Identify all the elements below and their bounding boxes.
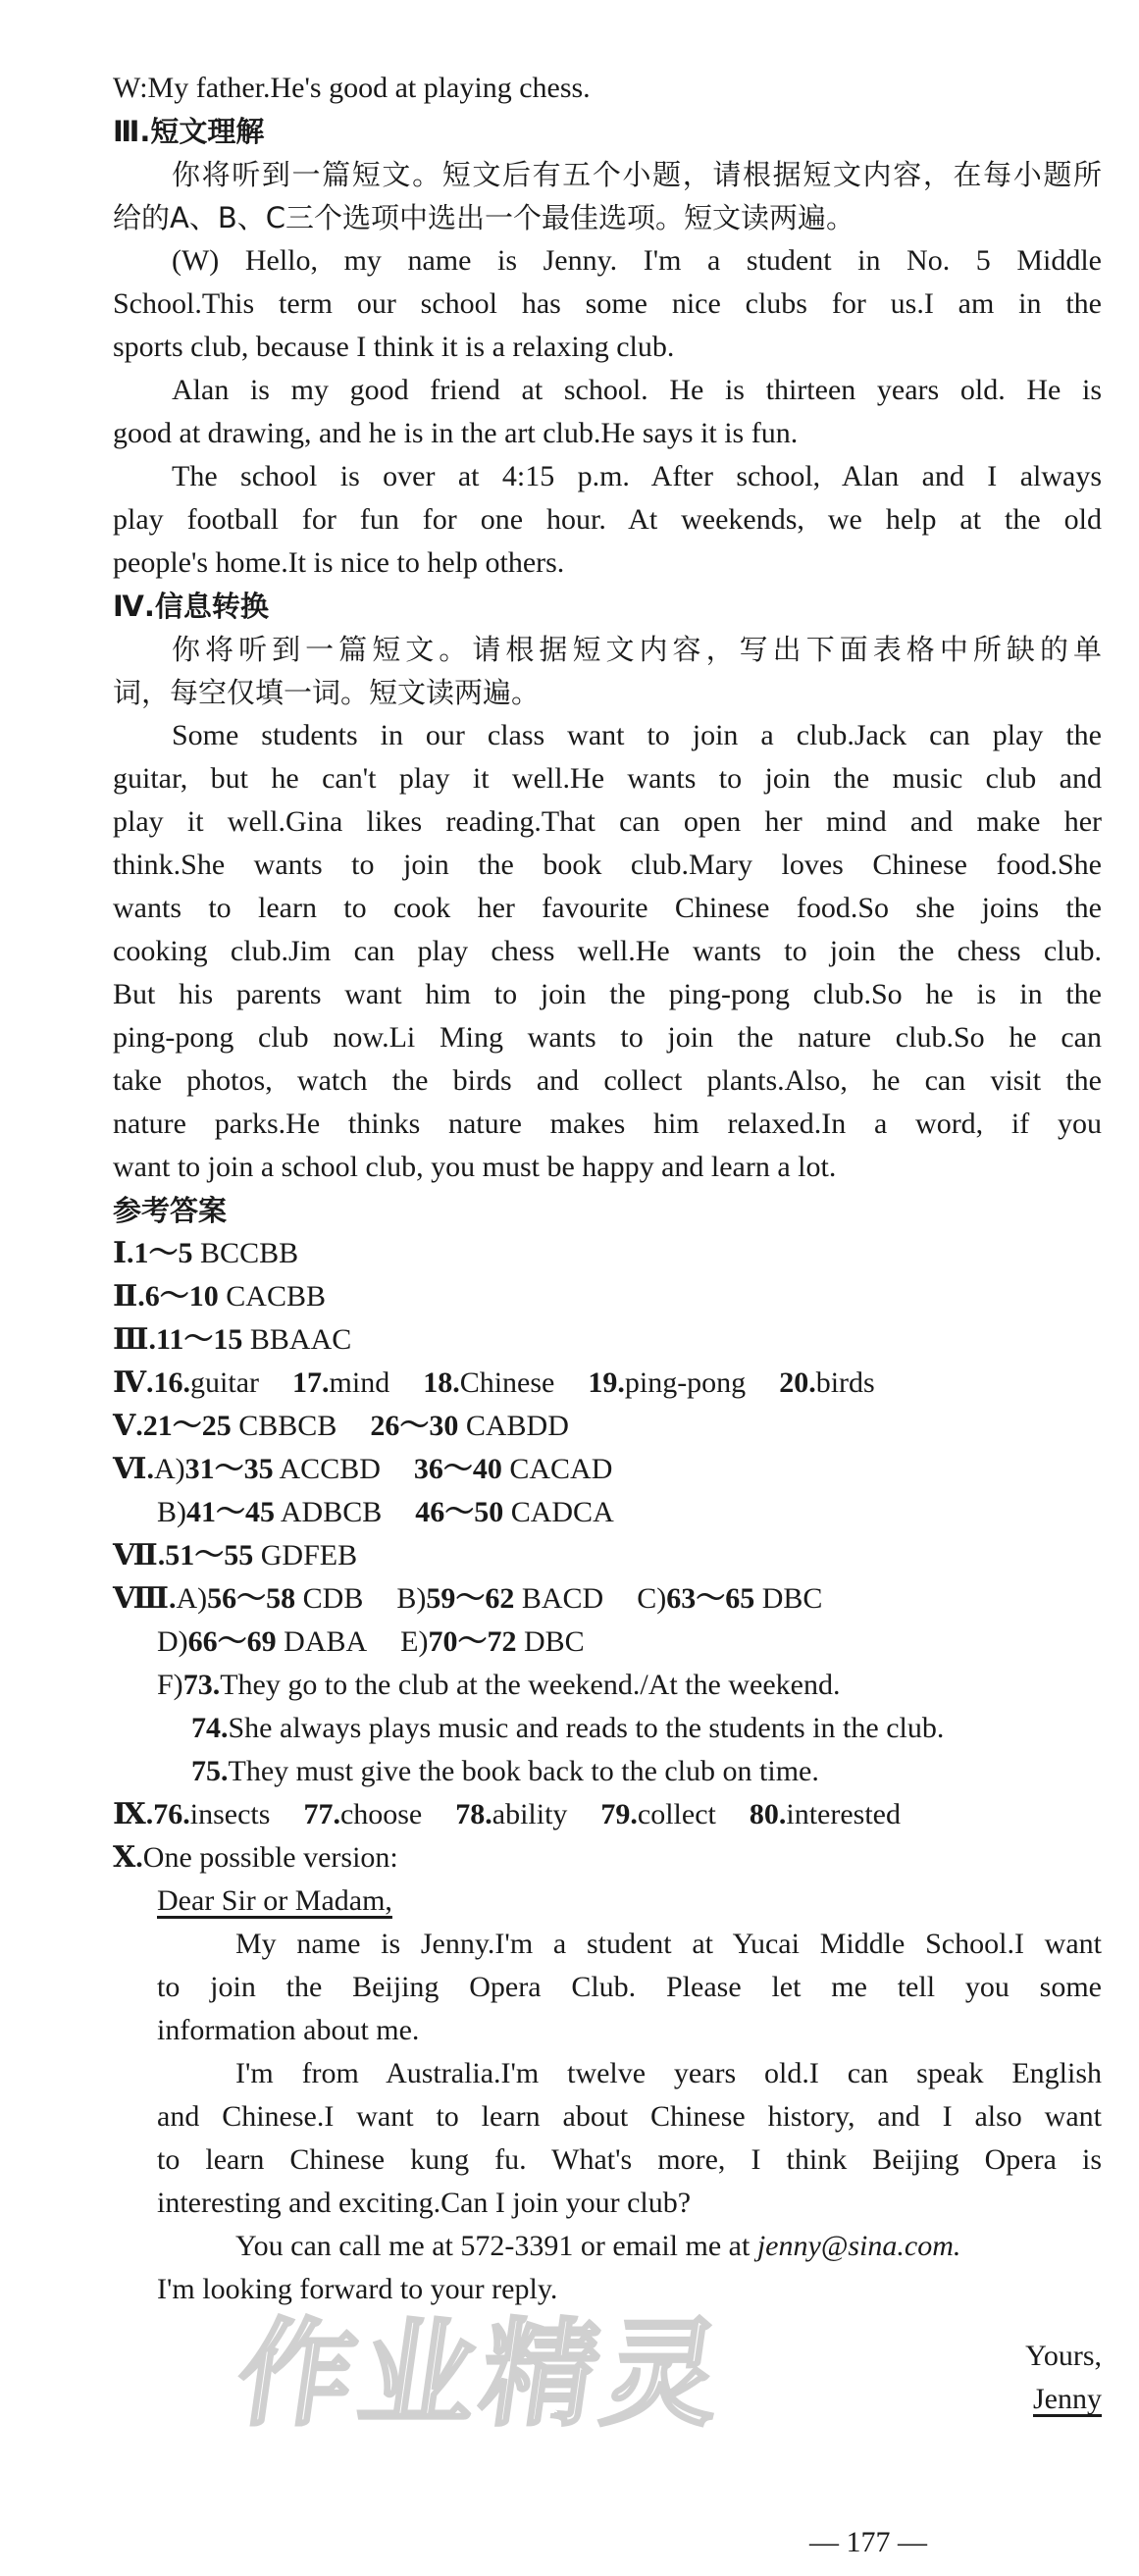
passage-line: play it well.Gina likes reading.That can open her mind and make her — [113, 805, 1102, 838]
answer-range: 31～35 — [184, 1453, 274, 1485]
answer-part: E) — [400, 1625, 429, 1658]
answer-label: Ⅴ. — [113, 1410, 143, 1442]
answer-number: 17. — [292, 1366, 330, 1399]
passage-line: take photos, watch the birds and collect plants.Also, he can visit the — [113, 1064, 1102, 1097]
letter-line: and Chinese.I want to learn about Chinese history, and I also want — [157, 2100, 1102, 2133]
section-4-title: Ⅳ.信息转换 — [113, 590, 269, 623]
answer-range: 63～65 — [666, 1582, 755, 1615]
letter-salutation — [157, 1880, 1102, 1923]
answer-number: 16. — [153, 1366, 191, 1399]
answer-value: GDFEB — [260, 1539, 358, 1571]
answer-range: 59～62 — [426, 1582, 515, 1615]
answer-row-9 — [113, 1793, 1102, 1836]
section-3-instruction: 给的A、B、C三个选项中选出一个最佳选项。短文读两遍。 — [113, 201, 854, 234]
page-number: — 177 — — [809, 2526, 927, 2558]
answer-value: guitar — [190, 1366, 260, 1399]
answer-part: B) — [396, 1582, 427, 1615]
answer-row-1 — [113, 1232, 1102, 1275]
passage-line: nature parks.He thinks nature makes him relaxed.In a word, if you — [113, 1108, 1102, 1140]
passage-line: good at drawing, and he is in the art club.He says it is fun. — [113, 417, 799, 449]
answer-part: D) — [157, 1625, 188, 1658]
answer-label: Ⅲ. — [113, 1323, 157, 1356]
answer-row-74 — [191, 1707, 1102, 1750]
answer-range: 66～69 — [187, 1625, 277, 1658]
letter-line: I'm looking forward to your reply. — [157, 2273, 558, 2305]
passage-line: School.This term our school has some nice clubs for us.I am in the — [113, 287, 1102, 320]
section-3-instruction: 你将听到一篇短文。短文后有五个小题，请根据短文内容，在每小题所 — [172, 158, 1102, 191]
answer-value: BBAAC — [249, 1323, 352, 1356]
answer-value: CADCA — [510, 1496, 614, 1528]
answer-value: CABDD — [465, 1410, 569, 1442]
answer-range: 21～25 — [142, 1410, 232, 1442]
passage-line: guitar, but he can't play it well.He wants to join the music club and — [113, 762, 1102, 795]
letter-line: to join the Beijing Opera Club. Please let me tell you some — [157, 1971, 1102, 2003]
answer-value: CDB — [302, 1582, 364, 1615]
answer-row-8b — [157, 1621, 1102, 1664]
answer-value: interested — [786, 1798, 901, 1830]
answer-part: A) — [154, 1453, 185, 1485]
answer-row-6a — [113, 1448, 1102, 1491]
answer-row-75 — [191, 1750, 1102, 1793]
answer-value: Chinese — [459, 1366, 555, 1399]
answer-range: 26～30 — [370, 1410, 459, 1442]
letter-signature — [883, 2378, 1102, 2421]
answer-value: mind — [329, 1366, 390, 1399]
answer-value: She always plays music and reads to the students in the club. — [228, 1712, 945, 1744]
answer-row-4 — [113, 1362, 1102, 1405]
answer-label: Ⅱ. — [113, 1280, 145, 1313]
answer-range: 1～5 — [133, 1237, 193, 1269]
answer-row-10 — [113, 1836, 1102, 1880]
answer-value: DBC — [761, 1582, 823, 1615]
dialogue-line: W:My father.He's good at playing chess. — [113, 72, 591, 104]
answer-value: CACBB — [226, 1280, 327, 1313]
answer-row-7 — [113, 1534, 1102, 1577]
answer-range: 41～45 — [186, 1496, 275, 1528]
answer-number: 77. — [303, 1798, 340, 1830]
letter-contact-text: You can call me at 572-3391 or email me at — [235, 2230, 751, 2262]
answer-part: C) — [637, 1582, 667, 1615]
answer-value: CACAD — [509, 1453, 613, 1485]
answer-value: ping-pong — [624, 1366, 747, 1399]
answer-value: CBBCB — [238, 1410, 337, 1442]
writing-intro: One possible version: — [142, 1841, 398, 1874]
passage-line: ping-pong club now.Li Ming wants to join the nature club.So he can — [113, 1021, 1102, 1054]
answer-number: 19. — [588, 1366, 625, 1399]
answer-value: They go to the club at the weekend./At the weekend. — [220, 1669, 841, 1701]
letter-line: interesting and exciting.Can I join your club? — [157, 2187, 692, 2219]
answer-value: They must give the book back to the club on time. — [228, 1755, 819, 1787]
watermark-logo: 作业精灵 — [229, 2306, 736, 2442]
answer-label: Ⅹ. — [113, 1841, 143, 1874]
answer-label: Ⅸ. — [113, 1798, 154, 1830]
answer-number: 20. — [779, 1366, 816, 1399]
answer-value: DABA — [284, 1625, 368, 1658]
answer-row-8a — [113, 1577, 1102, 1621]
answer-value: choose — [339, 1798, 423, 1830]
answer-label: Ⅵ. — [113, 1453, 154, 1485]
answer-row-6b — [157, 1491, 1102, 1534]
letter-line: My name is Jenny.I'm a student at Yucai Middle School.I want — [235, 1928, 1102, 1960]
answer-number: 75. — [191, 1755, 229, 1787]
answer-value: BACD — [521, 1582, 604, 1615]
passage-line: (W) Hello, my name is Jenny. I'm a student in No. 5 Middle — [172, 244, 1102, 277]
answer-value: ability — [492, 1798, 568, 1830]
answer-part: F) — [157, 1669, 183, 1701]
answer-range: 11～15 — [156, 1323, 243, 1356]
signature-text: Jenny — [1033, 2383, 1102, 2415]
answer-range: 56～58 — [207, 1582, 296, 1615]
answer-part: B) — [157, 1496, 186, 1528]
answer-range: 70～72 — [428, 1625, 517, 1658]
section-4-instruction: 你将听到一篇短文。请根据短文内容，写出下面表格中所缺的单 — [172, 633, 1102, 666]
answer-number: 74. — [191, 1712, 229, 1744]
salutation-text: Dear Sir or Madam, — [157, 1884, 392, 1917]
letter-line: information about me. — [157, 2014, 420, 2046]
passage-line: The school is over at 4:15 p.m. After school, Alan and I always — [172, 460, 1102, 492]
answer-number: 76. — [153, 1798, 190, 1830]
answer-number: 73. — [182, 1669, 221, 1701]
passage-line: want to join a school club, you must be happy and learn a lot. — [113, 1151, 837, 1183]
section-4-instruction: 词，每空仅填一词。短文读两遍。 — [113, 676, 541, 709]
answer-value: birds — [815, 1366, 875, 1399]
answer-range: 51～55 — [165, 1539, 254, 1571]
passage-line: Some students in our class want to join a club.Jack can play the — [172, 719, 1102, 751]
passage-line: sports club, because I think it is a relaxing club. — [113, 331, 675, 363]
answer-label: Ⅰ. — [113, 1237, 134, 1269]
passage-line: people's home.It is nice to help others. — [113, 546, 565, 579]
answer-range: 6～10 — [144, 1280, 219, 1313]
answer-label: Ⅷ. — [113, 1582, 177, 1615]
passage-line: play football for fun for one hour. At weekends, we help at the old — [113, 503, 1102, 536]
answer-part: A) — [176, 1582, 208, 1615]
answer-value: collect — [637, 1798, 716, 1830]
answer-range: 36～40 — [413, 1453, 502, 1485]
answer-number: 80. — [749, 1798, 787, 1830]
passage-line: But his parents want him to join the ping-pong club.So he is in the — [113, 978, 1102, 1010]
passage-line: cooking club.Jim can play chess well.He wants to join the chess club. — [113, 935, 1102, 967]
answer-value: ADBCB — [280, 1496, 383, 1528]
answer-number: 79. — [600, 1798, 638, 1830]
answer-label: Ⅶ. — [113, 1539, 166, 1571]
answer-value: insects — [189, 1798, 271, 1830]
letter-line: I'm from Australia.I'm twelve years old.I can speak English — [235, 2057, 1102, 2089]
answer-row-8f — [157, 1664, 1102, 1707]
letter-line — [235, 2225, 1102, 2268]
answer-value: ACCBD — [279, 1453, 381, 1485]
passage-line: wants to learn to cook her favourite Chinese food.So she joins the — [113, 892, 1102, 924]
answer-value: DBC — [524, 1625, 585, 1658]
answer-row-3 — [113, 1318, 1102, 1362]
answer-value: BCCBB — [200, 1237, 299, 1269]
email-address: jenny@sina.com. — [756, 2230, 961, 2262]
passage-line: Alan is my good friend at school. He is thirteen years old. He is — [172, 374, 1102, 406]
section-3-title: Ⅲ.短文理解 — [113, 115, 265, 148]
answers-title: 参考答案 — [113, 1194, 228, 1227]
answer-row-2 — [113, 1275, 1102, 1318]
answer-number: 18. — [423, 1366, 460, 1399]
answer-row-5 — [113, 1405, 1102, 1448]
letter-line: to learn Chinese kung fu. What's more, I think Beijing Opera is — [157, 2143, 1102, 2176]
passage-line: think.She wants to join the book club.Mary loves Chinese food.She — [113, 849, 1102, 881]
answer-label: Ⅳ. — [113, 1366, 154, 1399]
letter-closing: Yours, — [1025, 2340, 1102, 2372]
answer-range: 46～50 — [415, 1496, 504, 1528]
answer-number: 78. — [455, 1798, 492, 1830]
